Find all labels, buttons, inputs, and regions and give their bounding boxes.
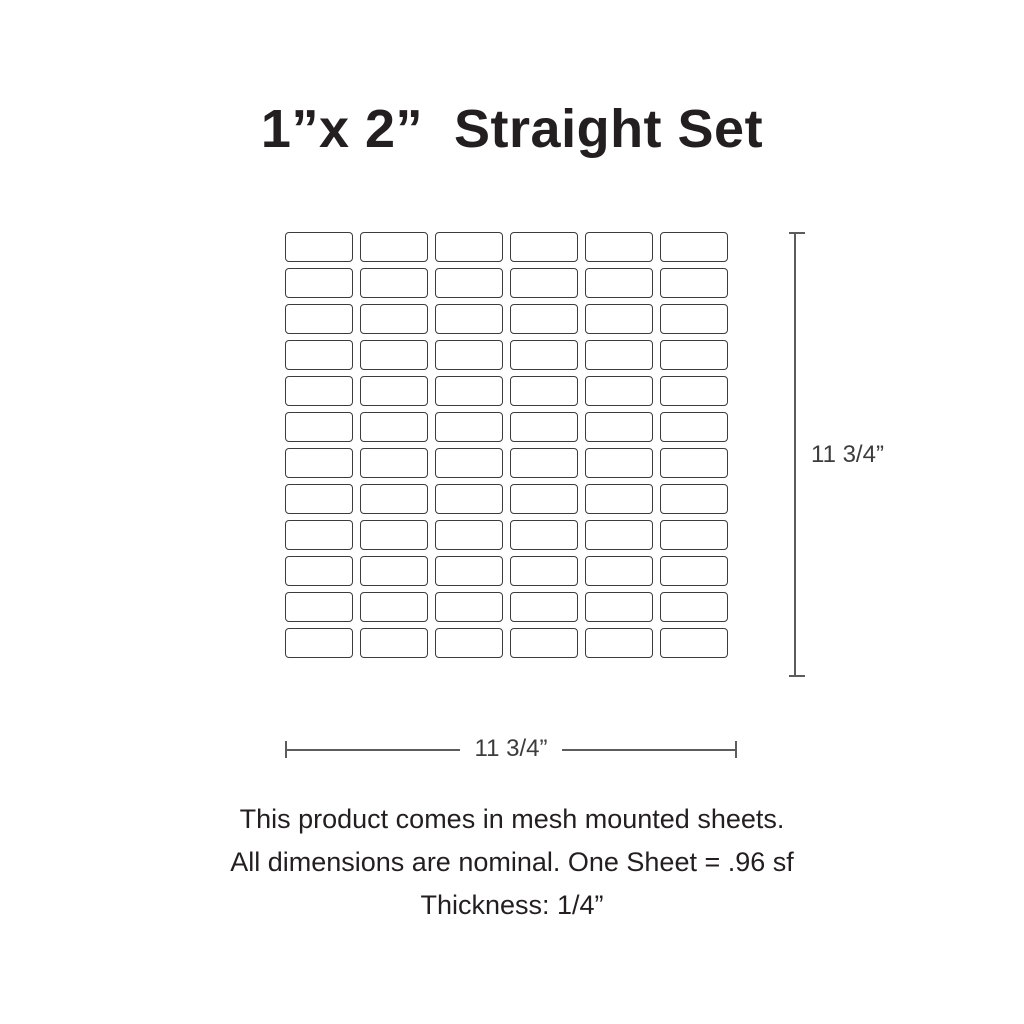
- product-notes: [0, 798, 1024, 927]
- width-dimension: [285, 735, 737, 761]
- tile: [510, 556, 578, 586]
- height-dimension-tick-top: [789, 232, 805, 234]
- tile: [360, 268, 428, 298]
- tile: [660, 376, 728, 406]
- tile: [510, 520, 578, 550]
- tile: [585, 592, 653, 622]
- tile: [435, 520, 503, 550]
- tile: [435, 376, 503, 406]
- tile: [585, 520, 653, 550]
- note-line: This product comes in mesh mounted sheets.: [239, 804, 785, 834]
- tile-row: [285, 628, 737, 658]
- tile: [660, 268, 728, 298]
- tile: [585, 484, 653, 514]
- tile: [510, 592, 578, 622]
- tile: [510, 484, 578, 514]
- tile: [360, 520, 428, 550]
- tile: [660, 628, 728, 658]
- tile: [435, 268, 503, 298]
- tile: [660, 304, 728, 334]
- tile: [660, 520, 728, 550]
- tile-row: [285, 340, 737, 370]
- tile-row: [285, 520, 737, 550]
- tile: [585, 556, 653, 586]
- tile: [285, 556, 353, 586]
- tile-row: [285, 592, 737, 622]
- tile: [360, 376, 428, 406]
- tile-row: [285, 268, 737, 298]
- tile: [510, 232, 578, 262]
- width-dimension-tick-right: [735, 741, 737, 758]
- tile: [510, 376, 578, 406]
- tile: [285, 448, 353, 478]
- tile: [660, 412, 728, 442]
- tile: [585, 232, 653, 262]
- tile: [660, 448, 728, 478]
- tile: [360, 412, 428, 442]
- tile: [435, 412, 503, 442]
- tile-row: [285, 412, 737, 442]
- note-line: All dimensions are nominal. One Sheet = .96 sf: [230, 847, 794, 877]
- tile: [285, 340, 353, 370]
- tile-grid: [285, 232, 737, 677]
- tile: [435, 484, 503, 514]
- tile: [435, 448, 503, 478]
- tile: [285, 412, 353, 442]
- tile: [585, 340, 653, 370]
- note-line: Thickness: 1/4”: [420, 890, 604, 920]
- tile: [285, 268, 353, 298]
- tile: [435, 304, 503, 334]
- tile-row: [285, 556, 737, 586]
- tile: [285, 628, 353, 658]
- tile: [360, 448, 428, 478]
- height-dimension: [789, 232, 884, 677]
- page-title: 1”x 2” Straight Set: [260, 99, 764, 159]
- tile: [585, 376, 653, 406]
- tile-row: [285, 376, 737, 406]
- tile: [585, 448, 653, 478]
- tile: [435, 340, 503, 370]
- tile: [585, 412, 653, 442]
- width-dimension-line-right: [562, 749, 737, 751]
- tile: [360, 232, 428, 262]
- height-dimension-tick-bottom: [789, 675, 805, 677]
- tile: [660, 340, 728, 370]
- tile: [360, 484, 428, 514]
- tile: [660, 556, 728, 586]
- tile: [660, 232, 728, 262]
- tile-row: [285, 448, 737, 478]
- width-dimension-line-left: [285, 749, 460, 751]
- tile-row: [285, 484, 737, 514]
- tile: [585, 628, 653, 658]
- tile: [435, 592, 503, 622]
- tile: [510, 448, 578, 478]
- tile: [285, 304, 353, 334]
- width-dimension-label: 11 3/4”: [469, 735, 554, 763]
- tile: [510, 628, 578, 658]
- tile: [360, 340, 428, 370]
- tile-row: [285, 304, 737, 334]
- tile: [285, 520, 353, 550]
- tile: [435, 232, 503, 262]
- tile: [660, 484, 728, 514]
- tile: [510, 412, 578, 442]
- tile: [285, 232, 353, 262]
- tile: [360, 304, 428, 334]
- tile: [585, 304, 653, 334]
- tile: [360, 628, 428, 658]
- tile: [660, 592, 728, 622]
- tile: [285, 484, 353, 514]
- tile: [585, 268, 653, 298]
- tile: [510, 340, 578, 370]
- height-dimension-line: [794, 232, 796, 677]
- height-dimension-label: 11 3/4”: [811, 440, 884, 468]
- tile: [285, 592, 353, 622]
- tile: [435, 556, 503, 586]
- tile: [360, 556, 428, 586]
- tile: [510, 304, 578, 334]
- tile: [435, 628, 503, 658]
- tile: [285, 376, 353, 406]
- tile: [510, 268, 578, 298]
- tile: [360, 592, 428, 622]
- tile-row: [285, 232, 737, 262]
